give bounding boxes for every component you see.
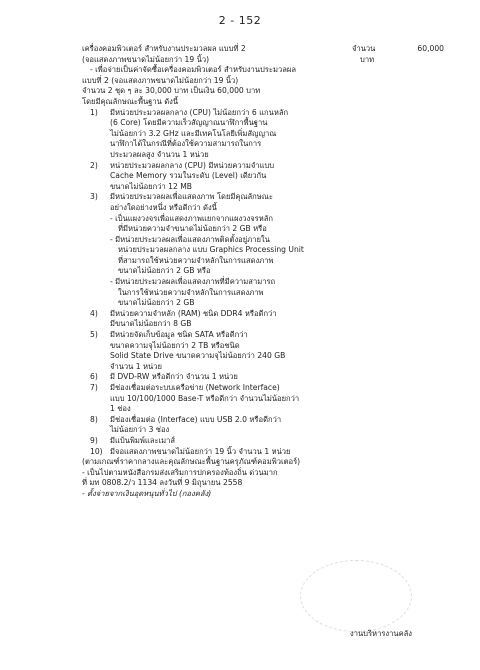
spec-body [110,330,462,372]
spec-line: ขนาดไม่น้อยกว่า 12 MB [110,181,192,191]
spec-number: 3) [90,192,98,202]
item-subtitle: (จอแสดงภาพขนาดไม่น้อยกว่า 19 นิ้ว) [82,54,210,64]
spec-number: 1) [90,107,98,117]
spec-line: นาฬิกาได้ในกรณีที่ต้องใช้ความสามารถในการ [110,139,262,149]
spec-body [110,415,462,436]
spec-line: มีหน่วยประมวลผลกลาง (CPU) ไม่น้อยกว่า 6 แกนหลัก [110,107,289,117]
spec-number: 4) [90,308,98,318]
spec-item [82,108,462,161]
spec-line: Cache Memory รวมในระดับ (Level) เดียวกัน [110,171,267,181]
spec-body [110,447,462,458]
spec-item [82,372,462,383]
quantity-label: จำนวน [352,44,376,53]
spec-item [82,309,462,330]
spec-line: มี DVD-RW หรือดีกว่า จำนวน 1 หน่วย [110,372,238,382]
spec-body [110,309,462,330]
item-header [82,44,462,65]
spec-item [82,436,462,447]
spec-line: อย่างใดอย่างหนึ่ง หรือดีกว่า ดังนี้ [110,202,217,212]
spec-subline: ที่มีหน่วยความจำขนาดไม่น้อยกว่า 2 GB หรือ [118,224,267,234]
spec-body [110,372,462,383]
spec-item [82,415,462,436]
spec-item [82,192,462,309]
spec-body [110,436,462,447]
department-footer: งานบริหารงานคลัง [350,629,413,638]
intro-line: จำนวน 2 ชุด ๆ ละ 30,000 บาท เป็นเงิน 60,000 บาท [82,86,261,96]
spec-line: มีหน่วยประมวลผลเพื่อแสดงภาพ โดยมีคุณลักษณะ [110,192,273,202]
spec-line: ไม่น้อยกว่า 3 ช่อง [110,425,170,435]
spec-line: (6 Core) โดยมีความเร็วสัญญาณนาฬิกาพื้นฐาน [110,118,268,128]
spec-line: มีหน่วยความจำหลัก (RAM) ชนิด DDR4 หรือดีกว่า [110,308,277,318]
spec-item [82,383,462,415]
spec-subline: - เป็นแผงวงจรเพื่อแสดงภาพแยกจากแผงวงจรหลัก [110,213,273,223]
spec-body [110,161,462,193]
spec-line: มีขนาดไม่น้อยกว่า 8 GB [110,319,192,329]
item-title: เครื่องคอมพิวเตอร์ สำหรับงานประมวลผล แบบที่ 2 [82,44,246,53]
spec-body [110,383,462,415]
closing-line: - เป็นไปตามหนังสือกรมส่งเสริมการปกครองท้องถิ่น ด่วนมาก [82,467,278,477]
document-body [82,44,462,500]
intro-line: แบบที่ 2 (จอแสดงภาพขนาดไม่น้อยกว่า 19 นิ้ว) [82,75,239,85]
spec-subline: ขนาดไม่น้อยกว่า 2 GB หรือ [118,266,211,276]
intro-line: - เพื่อจ่ายเป็นค่าจัดซื้อเครื่องคอมพิวเตอร์ สำหรับงานประมวลผล [90,65,297,75]
spec-number: 6) [90,372,98,382]
spec-line: 1 ช่อง [110,404,131,414]
spec-number: 7) [90,383,98,392]
spec-body [110,192,462,309]
spec-line: ประมวลผลสูง จำนวน 1 หน่วย [110,149,209,159]
spec-number: 10) [90,446,103,456]
spec-item [82,330,462,372]
spec-number: 5) [90,330,98,340]
spec-subline: - มีหน่วยประมวลผลเพื่อแสดงภาพที่มีความสามารถ [110,277,276,287]
spec-line: ไม่น้อยกว่า 3.2 GHz และมีเทคโนโลยีเพิ่มสัญญาณ [110,128,277,138]
page-number: 2 - 152 [218,14,262,27]
spec-number: 8) [90,414,98,424]
spec-line: มีหน่วยจัดเก็บข้อมูล ชนิด SATA หรือดีกว่า [110,330,248,340]
spec-subline: - มีหน่วยประมวลผลเพื่อแสดงภาพติดตั้งอยู่ภายใน [110,234,270,244]
intro-line: โดยมีคุณลักษณะพื้นฐาน ดังนี้ [82,96,179,106]
spec-line: จำนวน 1 หน่วย [110,361,162,371]
spec-subline: ขนาดไม่น้อยกว่า 2 GB [118,298,195,308]
spec-line: มีแป้นพิมพ์และเมาส์ [110,435,176,445]
quantity-unit: บาท [360,54,375,64]
spec-line: หน่วยประมวลผลกลาง (CPU) มีหน่วยความจำแบบ [110,160,275,170]
closing-line: (ตามเกณฑ์ราคากลางและคุณลักษณะพื้นฐานครุภัณฑ์คอมพิวเตอร์) [82,457,301,467]
spec-subline: ที่สามารถใช้หน่วยความจำหลักในการแสดงภาพ [118,255,274,265]
spec-body [110,108,462,161]
spec-number: 2) [90,160,98,170]
spec-line: Solid State Drive ขนาดความจุไม่น้อยกว่า 240 GB [110,351,286,361]
spec-subline: หน่วยประมวลผลกลาง แบบ Graphics Processing Unit [118,245,304,255]
spec-item [82,447,462,458]
spec-item [82,161,462,193]
spec-line: มีจอแสดงภาพขนาดไม่น้อยกว่า 19 นิ้ว จำนวน 1 หน่วย [110,446,291,456]
spec-line: ขนาดความจุไม่น้อยกว่า 2 TB หรือชนิด [110,340,240,350]
item-quantity [352,44,462,65]
quantity-value: 60,000 [417,44,444,53]
funding-source-note: - ตั้งจ่ายจากเงินอุดหนุนทั่วไป (กองคลัง) [82,488,212,498]
spec-number: 9) [90,435,98,445]
official-stamp [300,560,412,632]
spec-line: แบบ 10/100/1000 Base-T หรือดีกว่า จำนวนไม่น้อยกว่า [110,393,300,403]
spec-line: มีช่องเชื่อมต่อ (Interface) แบบ USB 2.0 หรือดีกว่า [110,414,282,424]
spec-line: มีช่องเชื่อมต่อระบบเครือข่าย (Network Interface) [110,383,280,392]
spec-list [82,108,462,458]
spec-subline: ในการใช้หน่วยความจำหลักในการแสดงภาพ [118,287,264,297]
closing-line: ที่ มท 0808.2/ว 1134 ลงวันที่ 9 มิถุนายน 2558 [82,478,243,488]
